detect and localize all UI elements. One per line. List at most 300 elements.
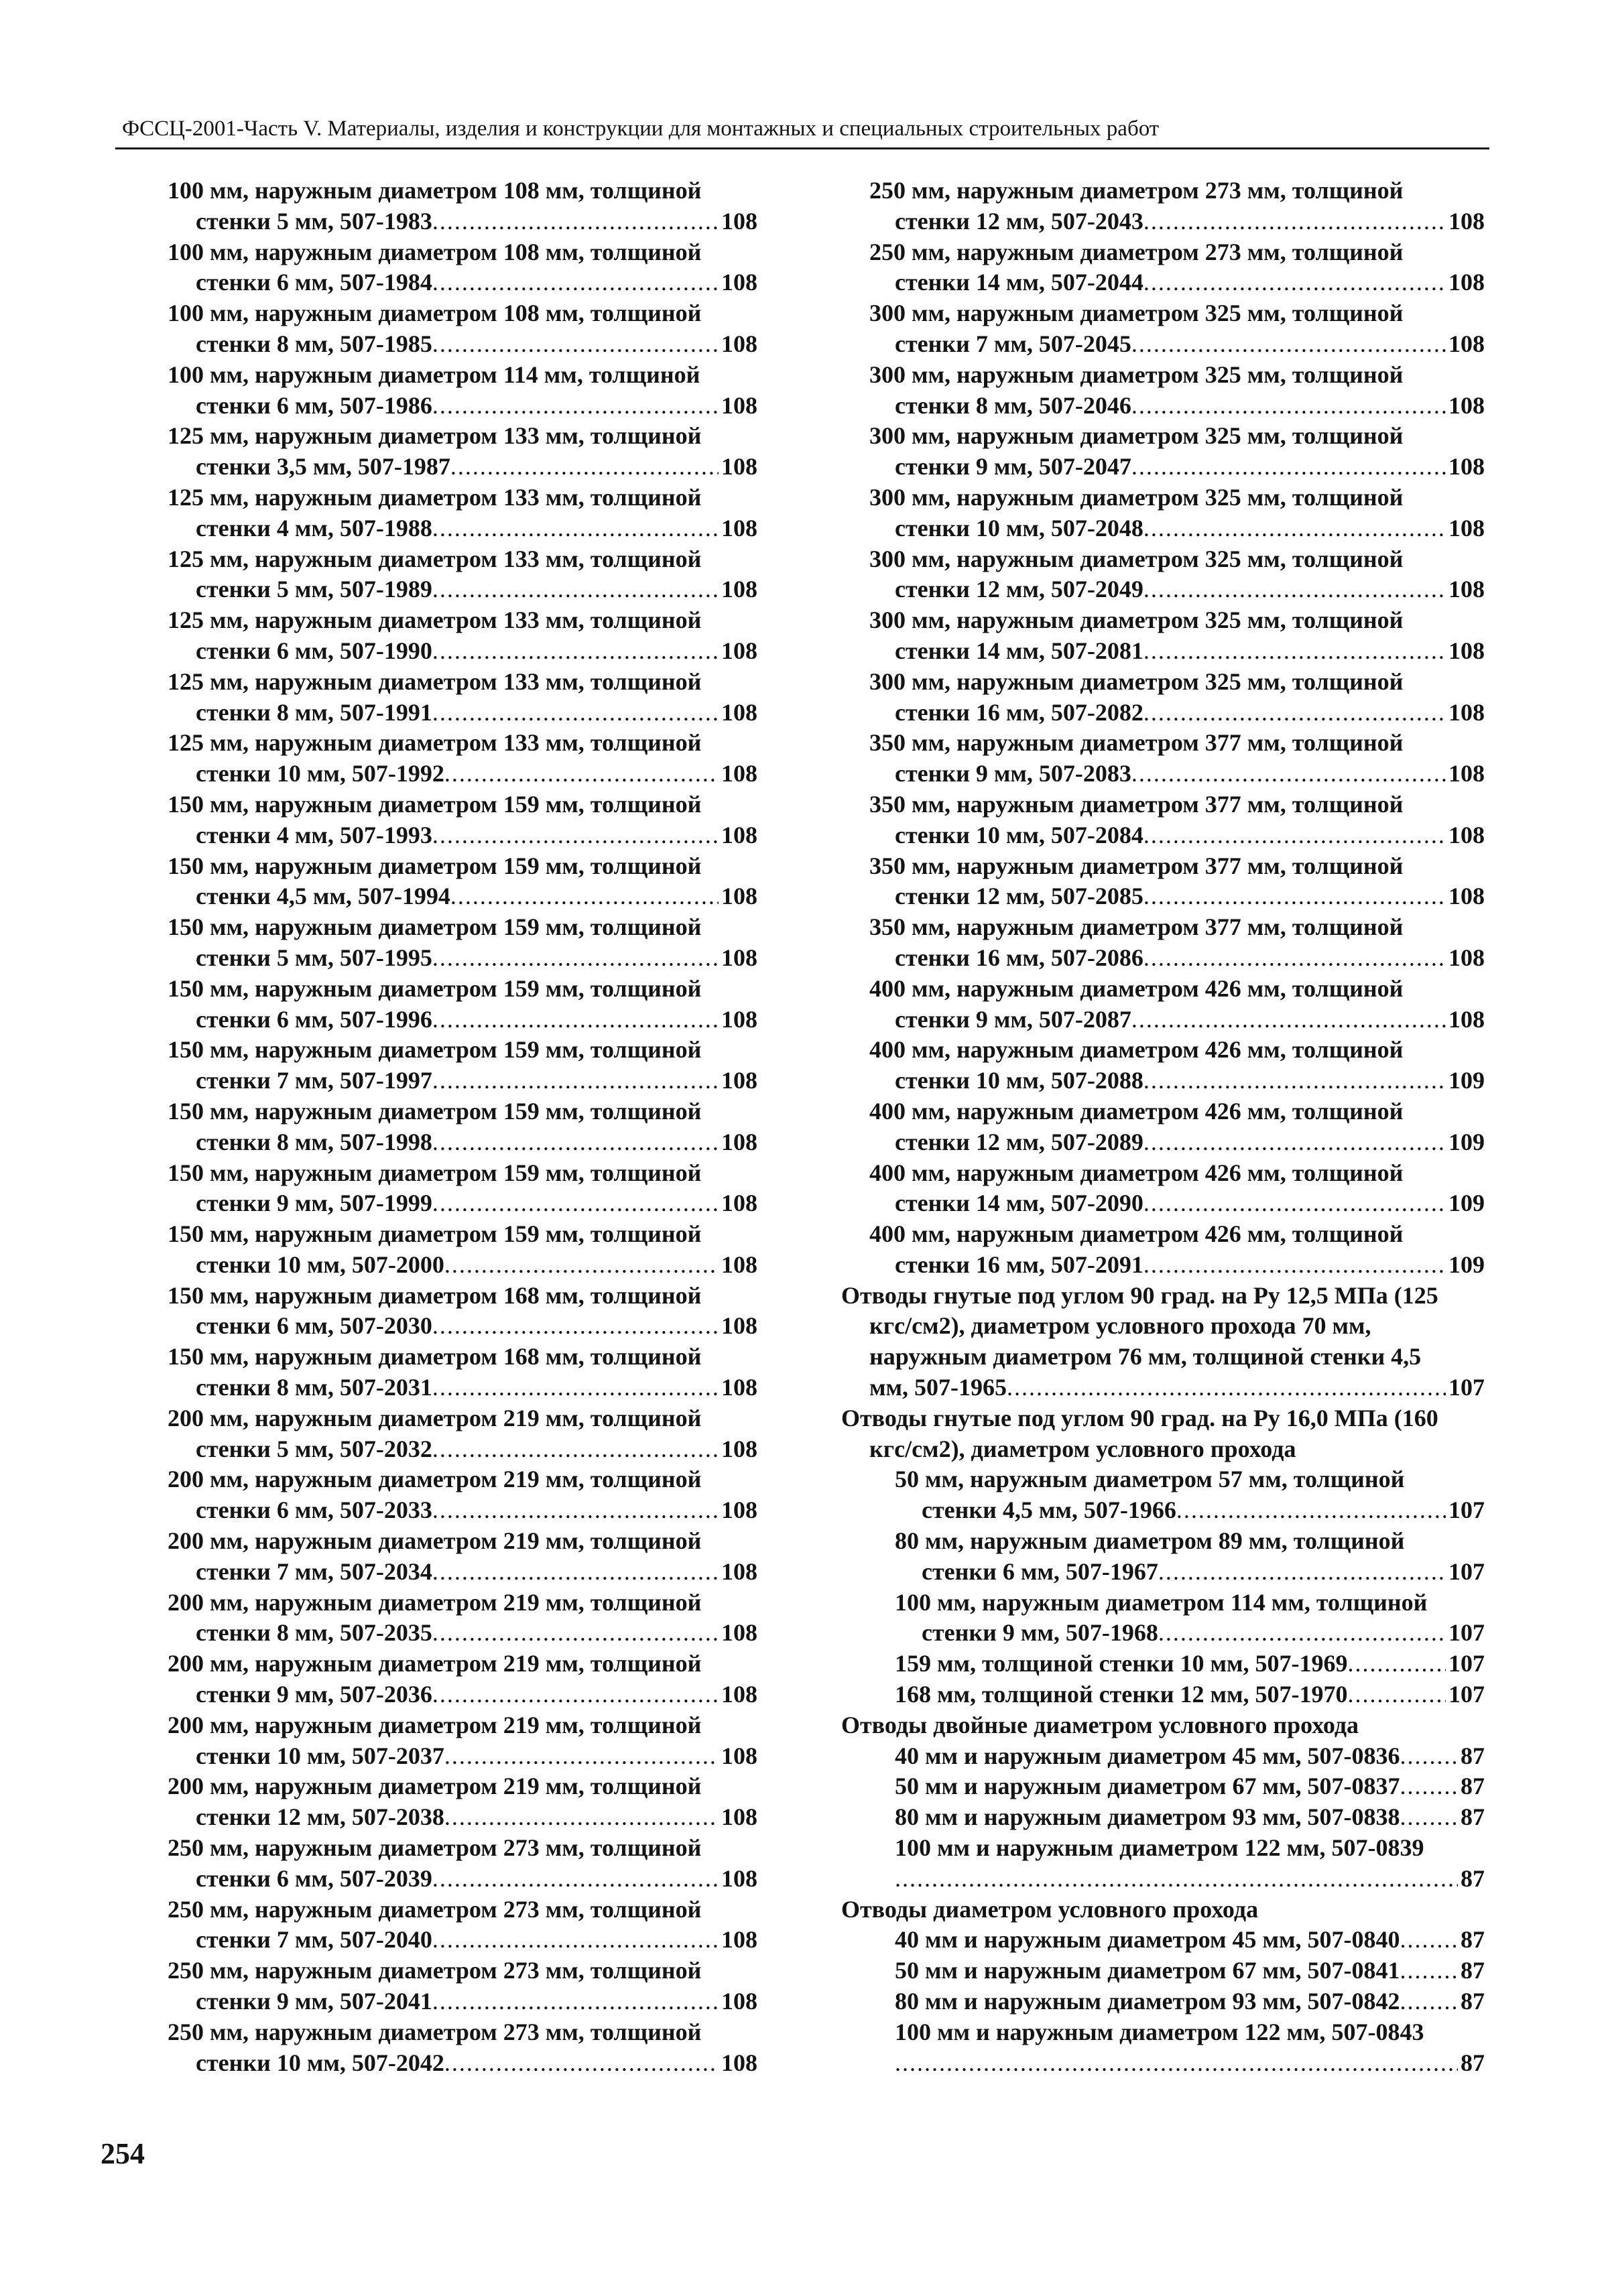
index-entry-line <box>168 1005 757 1035</box>
dot-leader <box>1143 1250 1446 1281</box>
entry-text: стенки 3,5 мм, 507-1987 <box>196 453 450 481</box>
entry-text: стенки 10 мм, 507-2048 <box>895 514 1143 541</box>
entry-text: наружным диаметром 76 мм, толщиной стенки 4,5 <box>869 1343 1422 1370</box>
page-reference: 108 <box>721 821 757 848</box>
entry-text: Отводы диаметром условного прохода <box>841 1895 1259 1923</box>
page-reference: 108 <box>721 944 757 971</box>
index-entry-text <box>168 1956 757 1986</box>
entry-text: 100 мм, наружным диаметром 114 мм, толщиной <box>168 361 700 388</box>
dot-leader <box>432 206 719 237</box>
index-entry-line <box>841 820 1485 851</box>
page-reference: 108 <box>721 453 757 481</box>
dot-leader <box>1143 1127 1446 1158</box>
page-reference: 87 <box>1461 1773 1485 1800</box>
entry-text: 150 мм, наружным диаметром 159 мм, толщиной <box>168 1036 702 1064</box>
page-reference: 109 <box>1448 1128 1485 1155</box>
index-entry-line <box>168 636 757 667</box>
index-group-heading <box>841 1434 1485 1465</box>
page-reference: 108 <box>721 330 757 357</box>
index-entry-text <box>168 1895 757 1925</box>
entry-text: 159 мм, толщиной стенки 10 мм, 507-1969 <box>895 1650 1348 1677</box>
index-entry-line <box>168 1679 757 1710</box>
index-entry-line <box>841 1679 1485 1710</box>
dot-leader <box>1007 1373 1446 1403</box>
page-reference: 107 <box>1448 1681 1485 1708</box>
entry-text: 100 мм, наружным диаметром 114 мм, толщиной <box>895 1588 1428 1616</box>
entry-text: 50 мм, наружным диаметром 57 мм, толщиной <box>895 1466 1405 1493</box>
index-entry-line <box>841 1495 1485 1526</box>
page-reference: 108 <box>721 1926 757 1954</box>
entry-text: стенки 6 мм, 507-1986 <box>196 391 432 419</box>
index-entry-line <box>841 1005 1485 1035</box>
index-entry-line <box>841 1864 1485 1895</box>
index-entry-line <box>841 1741 1485 1772</box>
entry-text: стенки 6 мм, 507-1967 <box>922 1557 1158 1585</box>
page-reference: 108 <box>721 1312 757 1340</box>
index-entry-line <box>168 574 757 605</box>
dot-leader <box>1143 881 1446 912</box>
dot-leader <box>1176 1495 1446 1526</box>
page-number: 254 <box>101 2137 145 2170</box>
entry-text: стенки 8 мм, 507-2031 <box>196 1374 432 1401</box>
index-entry-text <box>841 1833 1485 1864</box>
index-entry-text <box>841 2017 1485 2048</box>
entry-text: 250 мм, наружным диаметром 273 мм, толщиной <box>869 238 1404 265</box>
page-reference: 87 <box>1461 1957 1485 1984</box>
index-entry-line <box>168 2048 757 2079</box>
index-entry-line <box>168 1495 757 1526</box>
entry-text: 40 мм и наружным диаметром 45 мм, 507-0836 <box>895 1742 1400 1769</box>
entry-text: 350 мм, наружным диаметром 377 мм, толщиной <box>869 913 1404 941</box>
index-entry-text <box>168 1833 757 1864</box>
index-entry-text <box>168 974 757 1005</box>
dot-leader <box>432 391 719 422</box>
dot-leader <box>1143 943 1446 974</box>
dot-leader <box>432 698 719 728</box>
entry-text: 150 мм, наружным диаметром 159 мм, толщиной <box>168 1097 702 1125</box>
index-entry-line <box>168 1557 757 1588</box>
dot-leader <box>432 574 719 605</box>
index-entry-text <box>841 912 1485 943</box>
page-reference: 108 <box>721 637 757 664</box>
entry-text: 150 мм, наружным диаметром 168 мм, толщиной <box>168 1281 702 1309</box>
entry-text: 150 мм, наружным диаметром 159 мм, толщиной <box>168 852 702 879</box>
entry-text: 250 мм, наружным диаметром 273 мм, толщиной <box>168 1957 702 1984</box>
index-entry-line <box>841 1127 1485 1158</box>
entry-text: 200 мм, наружным диаметром 219 мм, толщиной <box>168 1650 702 1677</box>
entry-text: 125 мм, наружным диаметром 133 мм, толщиной <box>168 483 702 511</box>
index-group-heading <box>841 1311 1485 1342</box>
entry-text: стенки 16 мм, 507-2086 <box>895 944 1143 971</box>
dot-leader <box>1143 513 1446 544</box>
entry-text: 250 мм, наружным диаметром 273 мм, толщиной <box>869 177 1404 204</box>
index-entry-line <box>841 636 1485 667</box>
page-reference: 108 <box>721 207 757 235</box>
index-entry-text <box>168 1158 757 1189</box>
index-entry-line <box>841 574 1485 605</box>
dot-leader <box>432 636 719 667</box>
index-entry-line <box>841 391 1485 422</box>
index-entry-line <box>841 452 1485 483</box>
dot-leader <box>1131 452 1446 483</box>
page-reference: 108 <box>721 1128 757 1155</box>
index-entry-line <box>168 452 757 483</box>
index-entry-text <box>168 1464 757 1495</box>
entry-text: 200 мм, наружным диаметром 219 мм, толщиной <box>168 1588 702 1616</box>
index-entry-text <box>168 1342 757 1373</box>
entry-text: стенки 12 мм, 507-2085 <box>895 883 1143 910</box>
page-reference: 108 <box>721 883 757 910</box>
index-entry-line <box>841 1557 1485 1588</box>
entry-text: 400 мм, наружным диаметром 426 мм, толщиной <box>869 1159 1404 1186</box>
entry-text: стенки 9 мм, 507-2047 <box>895 453 1131 481</box>
entry-text: 200 мм, наружным диаметром 219 мм, толщиной <box>168 1466 702 1493</box>
index-entry-text <box>168 1649 757 1679</box>
index-entry-line <box>168 1250 757 1281</box>
entry-text: стенки 12 мм, 507-2049 <box>895 576 1143 603</box>
entry-text: 300 мм, наружным диаметром 325 мм, толщиной <box>869 545 1404 572</box>
index-group-heading <box>841 1895 1485 1925</box>
index-entry-line <box>168 1188 757 1219</box>
index-entry-line <box>841 759 1485 789</box>
page-reference: 108 <box>721 1496 757 1524</box>
index-entry-text <box>168 667 757 698</box>
index-entry-line <box>841 1771 1485 1802</box>
page-reference: 108 <box>1448 391 1485 419</box>
entry-text: 400 мм, наружным диаметром 426 мм, толщиной <box>869 974 1404 1002</box>
index-column-left <box>168 176 757 2078</box>
page-reference: 109 <box>1448 1251 1485 1278</box>
index-entry-text <box>168 544 757 575</box>
entry-text: стенки 9 мм, 507-2083 <box>895 760 1131 787</box>
index-entry-line <box>841 1986 1485 2017</box>
dot-leader <box>1131 391 1446 422</box>
dot-leader <box>1143 636 1446 667</box>
entry-text: 100 мм, наружным диаметром 108 мм, толщиной <box>168 238 702 265</box>
entry-text: стенки 7 мм, 507-1997 <box>196 1067 432 1094</box>
dot-leader <box>1143 1066 1446 1096</box>
index-entry-line <box>168 1311 757 1342</box>
entry-text: 200 мм, наружным диаметром 219 мм, толщиной <box>168 1527 702 1555</box>
page-reference: 108 <box>721 1864 757 1892</box>
entry-text: мм, 507-1965 <box>869 1374 1007 1401</box>
entry-text: 150 мм, наружным диаметром 159 мм, толщиной <box>168 1220 702 1248</box>
page-reference: 108 <box>721 1251 757 1278</box>
dot-leader <box>432 1986 719 2017</box>
index-entry-text <box>168 1035 757 1066</box>
entry-text: кгс/см2), диаметром условного прохода <box>869 1435 1296 1462</box>
dot-leader <box>432 267 719 298</box>
index-entry-text <box>168 851 757 882</box>
index-entry-text <box>168 298 757 329</box>
dot-leader <box>444 759 719 789</box>
entry-text: 100 мм, наружным диаметром 108 мм, толщиной <box>168 177 702 204</box>
index-entry-line <box>841 206 1485 237</box>
dot-leader <box>1143 698 1446 728</box>
dot-leader <box>432 1557 719 1588</box>
page-reference: 109 <box>1448 1067 1485 1094</box>
dot-leader <box>1158 1618 1446 1649</box>
page-reference: 87 <box>1461 1803 1485 1831</box>
index-group-heading <box>841 1281 1485 1312</box>
entry-text: стенки 10 мм, 507-2042 <box>196 2049 444 2076</box>
running-title: ФССЦ-2001-Часть V. Материалы, изделия и конструкции для монтажных и специальных строительных работ <box>122 117 1160 141</box>
dot-leader <box>432 1127 719 1158</box>
entry-text: стенки 4 мм, 507-1993 <box>196 821 432 848</box>
index-entry-text <box>168 176 757 206</box>
entry-text: Отводы гнутые под углом 90 град. на Ру 12,5 МПа (125 <box>841 1281 1438 1309</box>
page-reference: 108 <box>1448 453 1485 481</box>
page-reference: 108 <box>721 760 757 787</box>
index-entry-text <box>841 298 1485 329</box>
entry-text: 125 мм, наружным диаметром 133 мм, толщиной <box>168 545 702 572</box>
entry-text: стенки 5 мм, 507-1989 <box>196 576 432 603</box>
index-entry-text <box>841 360 1485 391</box>
entry-text: стенки 16 мм, 507-2091 <box>895 1251 1143 1278</box>
entry-text: 400 мм, наружным диаметром 426 мм, толщиной <box>869 1097 1404 1125</box>
page-reference: 87 <box>1461 1742 1485 1769</box>
entry-text: 300 мм, наружным диаметром 325 мм, толщиной <box>869 422 1404 450</box>
entry-text: 150 мм, наружным диаметром 159 мм, толщиной <box>168 913 702 941</box>
entry-text: 350 мм, наружным диаметром 377 мм, толщиной <box>869 852 1404 879</box>
index-entry-text <box>168 1771 757 1802</box>
entry-text: стенки 10 мм, 507-2000 <box>196 1251 444 1278</box>
dot-leader <box>444 1250 719 1281</box>
entry-text: 300 мм, наружным диаметром 325 мм, толщиной <box>869 300 1404 327</box>
index-entry-line <box>841 2048 1485 2079</box>
dot-leader <box>432 1925 719 1956</box>
running-header <box>115 113 1489 149</box>
dot-leader <box>432 1373 719 1403</box>
index-entry-line <box>168 1127 757 1158</box>
index-entry-text <box>841 544 1485 575</box>
page-reference: 108 <box>1448 698 1485 726</box>
dot-leader <box>1143 267 1446 298</box>
entry-text: стенки 12 мм, 507-2038 <box>196 1803 444 1831</box>
index-entry-line <box>168 881 757 912</box>
entry-text: 300 мм, наружным диаметром 325 мм, толщиной <box>869 483 1404 511</box>
page-reference: 108 <box>1448 514 1485 541</box>
entry-text: 250 мм, наружным диаметром 273 мм, толщиной <box>168 2018 702 2045</box>
dot-leader <box>1400 1741 1458 1772</box>
index-entry-text <box>168 360 757 391</box>
index-entry-text <box>168 1588 757 1618</box>
page-reference: 108 <box>1448 1005 1485 1033</box>
entry-text: 300 мм, наружным диаметром 325 мм, толщиной <box>869 667 1404 695</box>
index-entry-line <box>168 1925 757 1956</box>
index-entry-text <box>168 1526 757 1557</box>
index-entry-text <box>168 789 757 820</box>
page-reference: 87 <box>1461 1988 1485 2015</box>
dot-leader <box>1143 1188 1446 1219</box>
index-entry-text <box>841 1588 1485 1618</box>
index-column-right <box>841 176 1485 2078</box>
entry-text: 200 мм, наружным диаметром 219 мм, толщиной <box>168 1404 702 1431</box>
page-reference: 107 <box>1448 1374 1485 1401</box>
index-entry-line <box>168 1373 757 1403</box>
page-reference: 108 <box>721 1619 757 1647</box>
dot-leader <box>450 452 719 483</box>
dot-leader <box>1143 820 1446 851</box>
dot-leader <box>432 1066 719 1096</box>
index-entry-text <box>841 851 1485 882</box>
index-entry-text <box>841 1526 1485 1557</box>
index-entry-line <box>168 1986 757 2017</box>
dot-leader <box>444 2048 719 2079</box>
entry-text: 300 мм, наружным диаметром 325 мм, толщиной <box>869 361 1404 388</box>
entry-text: стенки 7 мм, 507-2040 <box>196 1926 432 1954</box>
entry-text: стенки 6 мм, 507-1990 <box>196 637 432 664</box>
entry-text: стенки 6 мм, 507-1984 <box>196 269 432 296</box>
entry-text: 250 мм, наружным диаметром 273 мм, толщиной <box>168 1834 702 1862</box>
entry-text: 125 мм, наружным диаметром 133 мм, толщиной <box>168 607 702 634</box>
index-entry-text <box>841 728 1485 759</box>
entry-text: 125 мм, наружным диаметром 133 мм, толщиной <box>168 667 702 695</box>
page-reference: 108 <box>721 1557 757 1585</box>
index-entry-line <box>841 329 1485 360</box>
dot-leader <box>1400 1802 1458 1833</box>
entry-text: стенки 14 мм, 507-2090 <box>895 1190 1143 1217</box>
page-reference: 108 <box>721 1435 757 1462</box>
dot-leader <box>1131 1005 1446 1035</box>
entry-text: 50 мм и наружным диаметром 67 мм, 507-0837 <box>895 1773 1400 1800</box>
index-entry-line <box>841 943 1485 974</box>
index-entry-line <box>168 759 757 789</box>
index-entry-text <box>841 176 1485 206</box>
dot-leader <box>450 881 719 912</box>
dot-leader <box>1400 1986 1458 2017</box>
entry-text: стенки 14 мм, 507-2044 <box>895 269 1143 296</box>
page-reference: 108 <box>1448 576 1485 603</box>
entry-text: стенки 7 мм, 507-2045 <box>895 330 1131 357</box>
index-entry-line <box>168 1066 757 1096</box>
entry-text: 100 мм и наружным диаметром 122 мм, 507-0843 <box>895 2018 1424 2045</box>
entry-text: стенки 10 мм, 507-2088 <box>895 1067 1143 1094</box>
entry-text: 150 мм, наружным диаметром 168 мм, толщиной <box>168 1343 702 1370</box>
page-reference: 87 <box>1461 1864 1485 1892</box>
index-entry-line <box>168 1802 757 1833</box>
index-entry-line <box>841 513 1485 544</box>
index-entry-text <box>168 1281 757 1312</box>
page-reference: 108 <box>1448 760 1485 787</box>
page-reference: 108 <box>721 2049 757 2076</box>
index-entry-line <box>168 1618 757 1649</box>
index-entry-text <box>841 1219 1485 1250</box>
page-reference: 108 <box>721 269 757 296</box>
index-entry-text <box>168 605 757 636</box>
entry-text: 50 мм и наружным диаметром 67 мм, 507-0841 <box>895 1957 1400 1984</box>
index-group-heading <box>841 1342 1485 1373</box>
dot-leader <box>444 1741 719 1772</box>
entry-text: 200 мм, наружным диаметром 219 мм, толщиной <box>168 1711 702 1738</box>
index-entry-line <box>841 267 1485 298</box>
entry-text: стенки 6 мм, 507-2033 <box>196 1496 432 1524</box>
page-reference: 108 <box>721 1374 757 1401</box>
entry-text: 400 мм, наружным диаметром 426 мм, толщиной <box>869 1036 1404 1064</box>
dot-leader <box>432 1188 719 1219</box>
page-reference: 108 <box>721 576 757 603</box>
index-entry-line <box>168 1741 757 1772</box>
page-reference: 108 <box>1448 883 1485 910</box>
page-reference: 108 <box>721 1681 757 1708</box>
index-entry-line <box>168 820 757 851</box>
index-entry-text <box>168 1219 757 1250</box>
entry-text: стенки 6 мм, 507-2030 <box>196 1312 432 1340</box>
entry-text: стенки 6 мм, 507-2039 <box>196 1864 432 1892</box>
dot-leader <box>1348 1679 1446 1710</box>
page-reference: 108 <box>721 698 757 726</box>
entry-text: Отводы гнутые под углом 90 град. на Ру 16,0 МПа (160 <box>841 1404 1438 1431</box>
index-entry-text <box>841 1464 1485 1495</box>
page-reference: 107 <box>1448 1557 1485 1585</box>
index-entry-line <box>841 1066 1485 1096</box>
dot-leader <box>432 1679 719 1710</box>
page-reference: 108 <box>721 391 757 419</box>
index-entry-text <box>841 421 1485 452</box>
dot-leader <box>432 1495 719 1526</box>
entry-text: стенки 5 мм, 507-1995 <box>196 944 432 971</box>
entry-text: 150 мм, наружным диаметром 159 мм, толщиной <box>168 790 702 818</box>
entry-text: стенки 5 мм, 507-1983 <box>196 207 432 235</box>
entry-text: 150 мм, наружным диаметром 159 мм, толщиной <box>168 974 702 1002</box>
entry-text: стенки 6 мм, 507-1996 <box>196 1005 432 1033</box>
page-reference: 108 <box>1448 637 1485 664</box>
entry-text: стенки 16 мм, 507-2082 <box>895 698 1143 726</box>
index-entry-line <box>841 1618 1485 1649</box>
entry-text: стенки 9 мм, 507-1968 <box>922 1619 1158 1647</box>
page-reference: 108 <box>1448 207 1485 235</box>
entry-text: стенки 10 мм, 507-2084 <box>895 821 1143 848</box>
dot-leader <box>432 1311 719 1342</box>
page-reference: 107 <box>1448 1650 1485 1677</box>
dot-leader <box>895 1864 1458 1895</box>
index-entry-text <box>841 1035 1485 1066</box>
entry-text: 80 мм и наружным диаметром 93 мм, 507-0842 <box>895 1988 1400 2015</box>
dot-leader <box>1400 1956 1458 1986</box>
dot-leader <box>895 2048 1458 2079</box>
index-entry-line <box>841 1188 1485 1219</box>
entry-text: стенки 5 мм, 507-2032 <box>196 1435 432 1462</box>
entry-text: стенки 12 мм, 507-2089 <box>895 1128 1143 1155</box>
index-entry-text <box>168 912 757 943</box>
entry-text: стенки 12 мм, 507-2043 <box>895 207 1143 235</box>
entry-text: стенки 14 мм, 507-2081 <box>895 637 1143 664</box>
page-reference: 108 <box>1448 821 1485 848</box>
page-reference: 108 <box>721 1190 757 1217</box>
index-entry-text <box>841 1096 1485 1127</box>
index-entry-text <box>168 421 757 452</box>
entry-text: 350 мм, наружным диаметром 377 мм, толщиной <box>869 729 1404 757</box>
entry-text: 100 мм и наружным диаметром 122 мм, 507-0839 <box>895 1834 1424 1862</box>
page-reference: 108 <box>721 1988 757 2015</box>
entry-text: стенки 8 мм, 507-1991 <box>196 698 432 726</box>
page-reference: 87 <box>1461 2049 1485 2076</box>
page-reference: 108 <box>1448 269 1485 296</box>
dot-leader <box>1400 1771 1458 1802</box>
index-entry-text <box>841 667 1485 698</box>
dot-leader <box>432 820 719 851</box>
index-entry-text <box>168 2017 757 2048</box>
entry-text: стенки 8 мм, 507-2035 <box>196 1619 432 1647</box>
index-entry-line <box>841 1802 1485 1833</box>
entry-text: стенки 7 мм, 507-2034 <box>196 1557 432 1585</box>
index-entry-line <box>168 513 757 544</box>
entry-text: 100 мм, наружным диаметром 108 мм, толщиной <box>168 300 702 327</box>
entry-text: 80 мм и наружным диаметром 93 мм, 507-0838 <box>895 1803 1400 1831</box>
entry-text: 40 мм и наружным диаметром 45 мм, 507-0840 <box>895 1926 1400 1954</box>
entry-text: 150 мм, наружным диаметром 159 мм, толщиной <box>168 1159 702 1186</box>
dot-leader <box>1143 206 1446 237</box>
